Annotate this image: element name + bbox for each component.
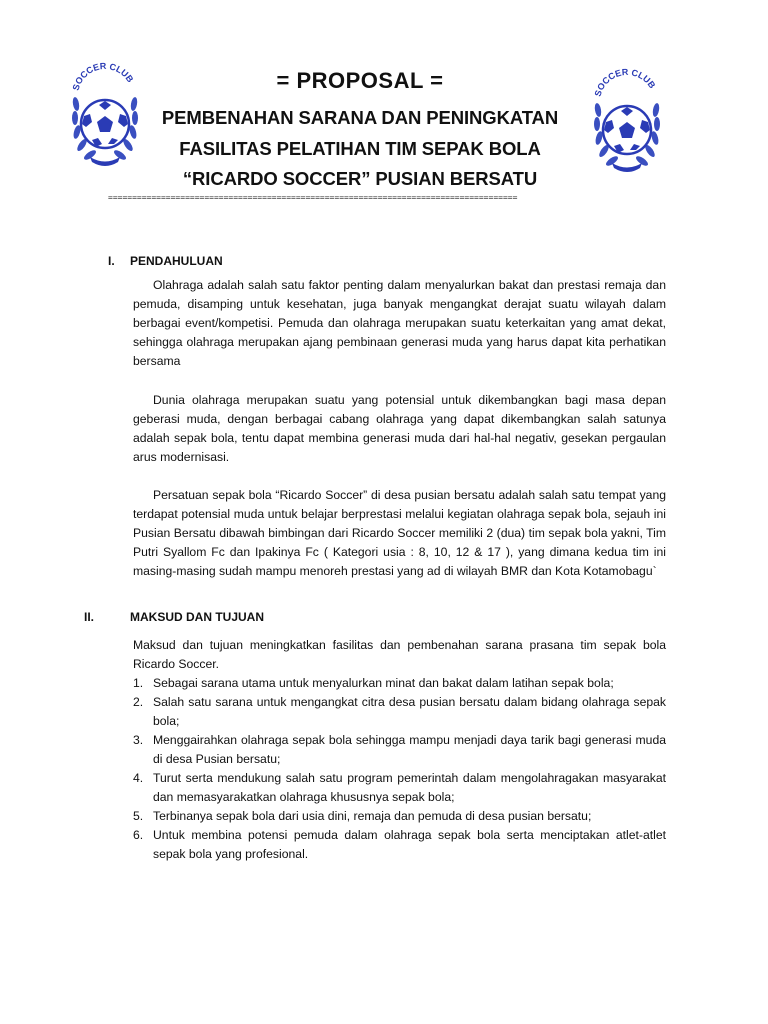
header-divider: =====================================================================================: [108, 193, 518, 202]
list-item: [133, 731, 666, 769]
soccer-club-logo-left: [68, 44, 142, 172]
list-item: [133, 674, 666, 693]
document-title: = PROPOSAL =: [276, 68, 444, 93]
list-item-number: 1.: [133, 676, 144, 690]
list-item: [133, 769, 666, 807]
list-item: [133, 807, 666, 826]
list-item-text: Sebagai sarana utama untuk menyalurkan minat dan bakat dalam latihan sepak bola;: [153, 676, 614, 690]
list-item-text: Menggairahkan olahraga sepak bola sehingga mampu menjadi daya tarik bagi generasi muda di desa Pusian bersatu;: [153, 733, 666, 766]
soccer-club-emblem-icon: [590, 50, 664, 178]
list-item-text: Turut serta mendukung salah satu program pemerintah dalam mengolahragakan masyarakat dan memasyarakatkan olahraga khususnya sepak bola;: [153, 771, 666, 804]
list-item: [133, 826, 666, 864]
section-1-paragraph: Dunia olahraga merupakan suatu yang potensial untuk dikembangkan bagi masa depan geberasi muda, dengan berbagai cabang olahraga yang dapat dikembangkan salah satunya adalah sepak bola, tentu dapat membina generasi muda dari hal-hal negativ, gesekan pergaulan arus modernisasi.: [133, 393, 666, 464]
list-item-number: 4.: [133, 771, 144, 785]
document-subtitle-line-2: FASILITAS PELATIHAN TIM SEPAK BOLA: [179, 138, 541, 159]
list-item-number: 3.: [133, 733, 144, 747]
svg-text:SOCCER CLUB: SOCCER CLUB: [70, 60, 136, 92]
list-item-number: 6.: [133, 828, 144, 842]
section-1-number: I.: [108, 254, 115, 268]
section-1-paragraph: Olahraga adalah salah satu faktor penting dalam menyalurkan bakat dan prestasi remaja dan pemuda, disamping untuk kesehatan, juga banyak mengangkat derajat suatu wilayah dalam berbagai event/kompetisi. Pemuda dan olahraga merupakan suatu keterkaitan yang amat dekat, sehingga olahraga merupakan ajang pembinaan generasi muda yang harus dapat kita perhatikan bersama: [133, 278, 666, 368]
svg-text:SOCCER CLUB: SOCCER CLUB: [592, 66, 658, 98]
objectives-list: [133, 674, 666, 864]
section-2-heading: MAKSUD DAN TUJUAN: [130, 610, 264, 624]
list-item-number: 2.: [133, 695, 144, 709]
list-item-text: Terbinanya sepak bola dari usia dini, remaja dan pemuda di desa pusian bersatu;: [153, 809, 592, 823]
section-2-number: II.: [84, 610, 95, 624]
list-item-number: 5.: [133, 809, 144, 823]
document-subtitle-line-3: “RICARDO SOCCER” PUSIAN BERSATU: [182, 168, 538, 189]
list-item-text: Salah satu sarana untuk mengangkat citra desa pusian bersatu dalam bidang olahraga sepak bola;: [153, 695, 666, 728]
soccer-club-logo-right: [590, 50, 664, 178]
document-subtitle-line-1: PEMBENAHAN SARANA DAN PENINGKATAN: [161, 107, 559, 128]
section-2-intro: Maksud dan tujuan meningkatkan fasilitas dan pembenahan sarana prasana tim sepak bola Ricardo Soccer.: [133, 638, 666, 671]
list-item-text: Untuk membina potensi pemuda dalam olahraga sepak bola serta menciptakan atlet-atlet sepak bola yang profesional.: [153, 828, 666, 861]
section-1-paragraph: Persatuan sepak bola “Ricardo Soccer” di desa pusian bersatu adalah salah satu tempat yang terdapat potensial muda untuk belajar berprestasi melalui kegiatan olahraga sepak bola, sejauh ini Pusian Bersatu dibawah bimbingan dari Ricardo Soccer memiliki 2 (dua) tim sepak bola yakni, Tim Putri Syallom Fc dan Ipakinya Fc ( Kategori usia : 8, 10, 12 & 17 ), yang dimana kedua tim ini masing-masing sudah mampu menoreh prestasi yang ad di wilayah BMR dan Kota Kotamobagu`: [133, 488, 666, 578]
soccer-club-emblem-icon: [68, 44, 142, 172]
section-1-heading: PENDAHULUAN: [130, 254, 223, 268]
list-item: [133, 693, 666, 731]
